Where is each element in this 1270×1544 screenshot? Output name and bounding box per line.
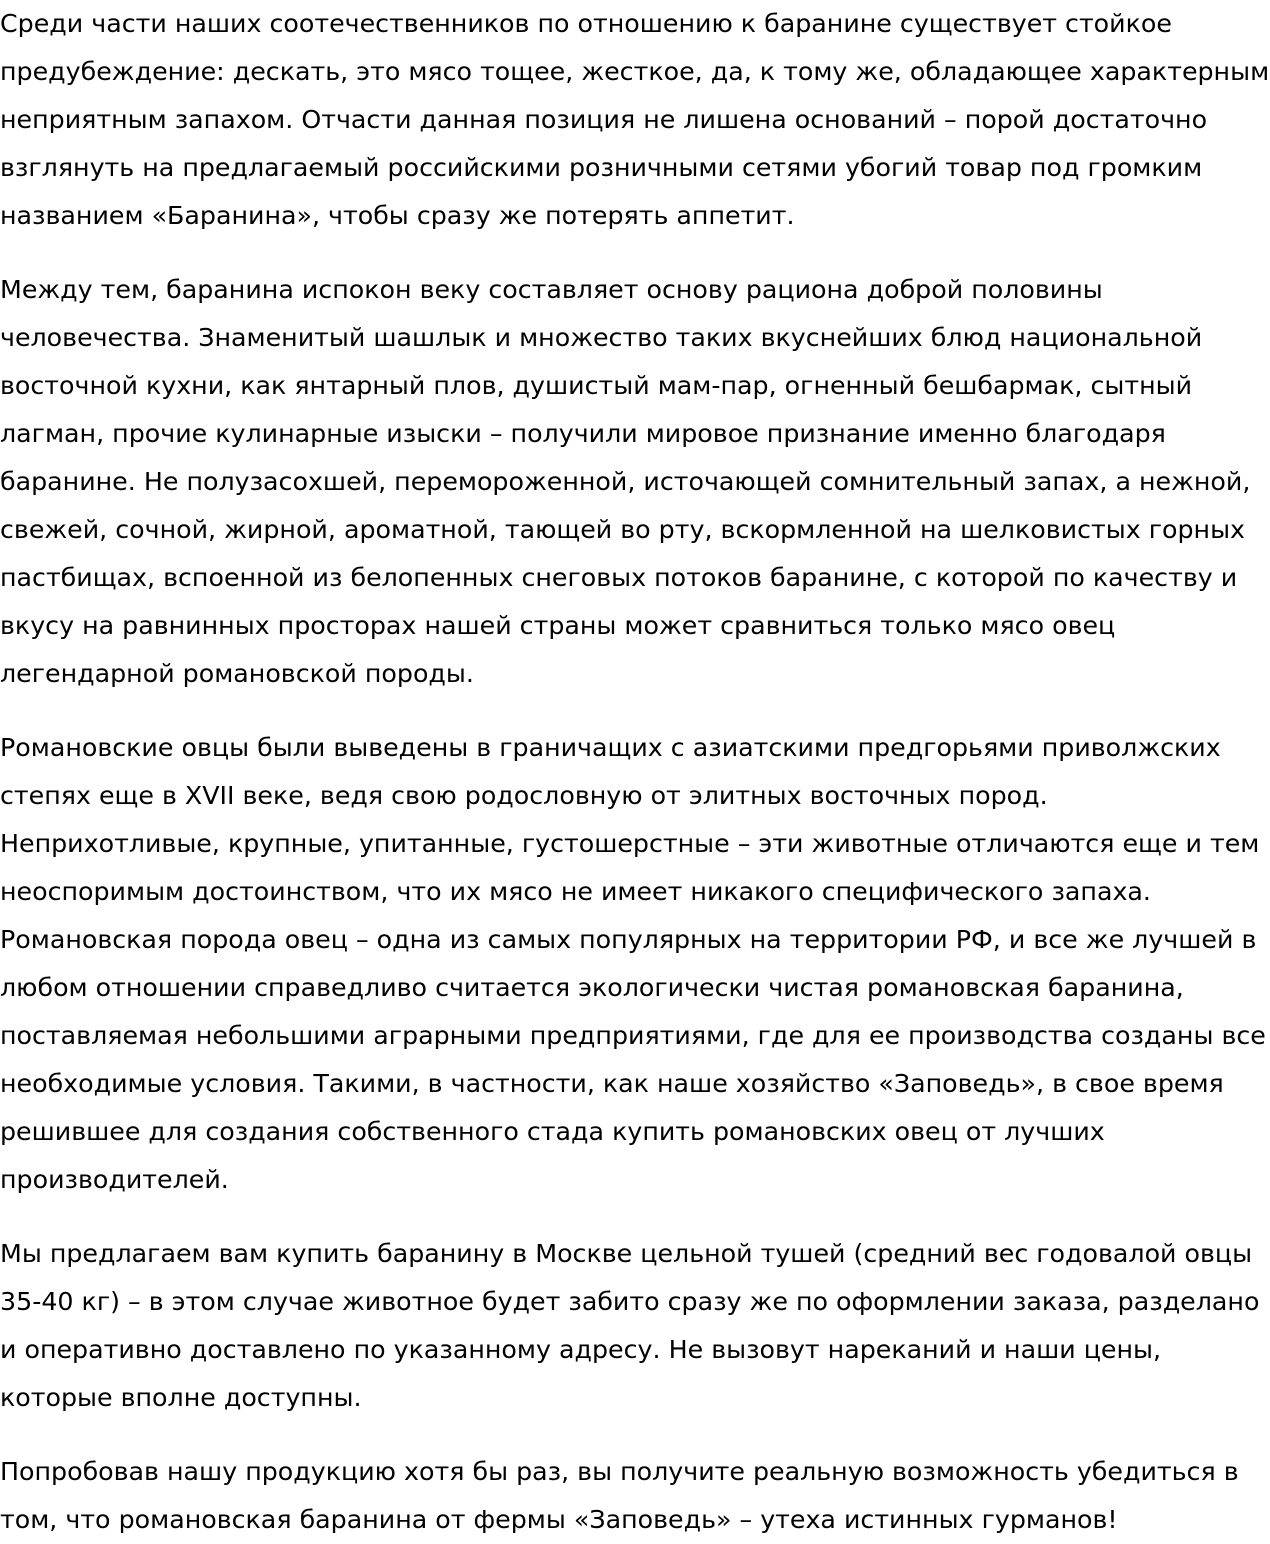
paragraph-offer: Мы предлагаем вам купить баранину в Москве цельной тушей (средний вес годовалой овцы 35-40 кг) – в этом случае животное будет забито сразу же по оформлении заказа, разделано и оперативно доставлено по указанному адресу. Не вызовут нареканий и наши цены, которые вполне доступны.: [0, 1239, 1260, 1412]
paragraph-closing: Попробовав нашу продукцию хотя бы раз, вы получите реальную возможность убедиться в том, что романовская баранина от фермы «Заповедь» – утеха истинных гурманов!: [0, 1457, 1239, 1534]
paragraph-cuisine: Между тем, баранина испокон веку составляет основу рациона доброй половины человечества. Знаменитый шашлык и множество таких вкуснейших блюд национальной восточной кухни, как янтарный плов, душистый мам-пар, огненный бешбармак, сытный лагман, прочие кулинарные изыски – получили мировое признание именно благодаря баранине. Не полузасохшей, перемороженной, источающей сомнительный запах, а нежной, свежей, сочной, жирной, ароматной, тающей во рту, вскормленной на шелковистых горных пастбищах, вспоенной из белопенных снеговых потоков баранине, с которой по качеству и вкусу на равнинных просторах нашей страны может сравниться только мясо овец легендарной романовской породы.: [0, 275, 1251, 688]
paragraph-romanov-breed: Романовские овцы были выведены в граничащих с азиатскими предгорьями приволжских степях еще в XVII веке, ведя свою родословную от элитных восточных пород. Неприхотливые, крупные, упитанные, густошерстные – эти животные отличаются еще и тем неоспоримым достоинством, что их мясо не имеет никакого специфического запаха. Романовская порода овец – одна из самых популярных на территории РФ, и все же лучшей в любом отношении справедливо считается экологически чистая романовская баранина, поставляемая небольшими аграрными предприятиями, где для ее производства созданы все необходимые условия. Такими, в частности, как наше хозяйство «Заповедь», в свое время решившее для создания собственного стада купить романовских овец от лучших производителей.: [0, 733, 1266, 1194]
paragraph-intro: Среди части наших соотечественников по отношению к баранине существует стойкое предубеждение: дескать, это мясо тощее, жесткое, да, к тому же, обладающее характерным неприятным запахом. Отчасти данная позиция не лишена оснований – порой достаточно взглянуть на предлагаемый российскими розничными сетями убогий товар под громким названием «Баранина», чтобы сразу же потерять аппетит.: [0, 9, 1270, 230]
